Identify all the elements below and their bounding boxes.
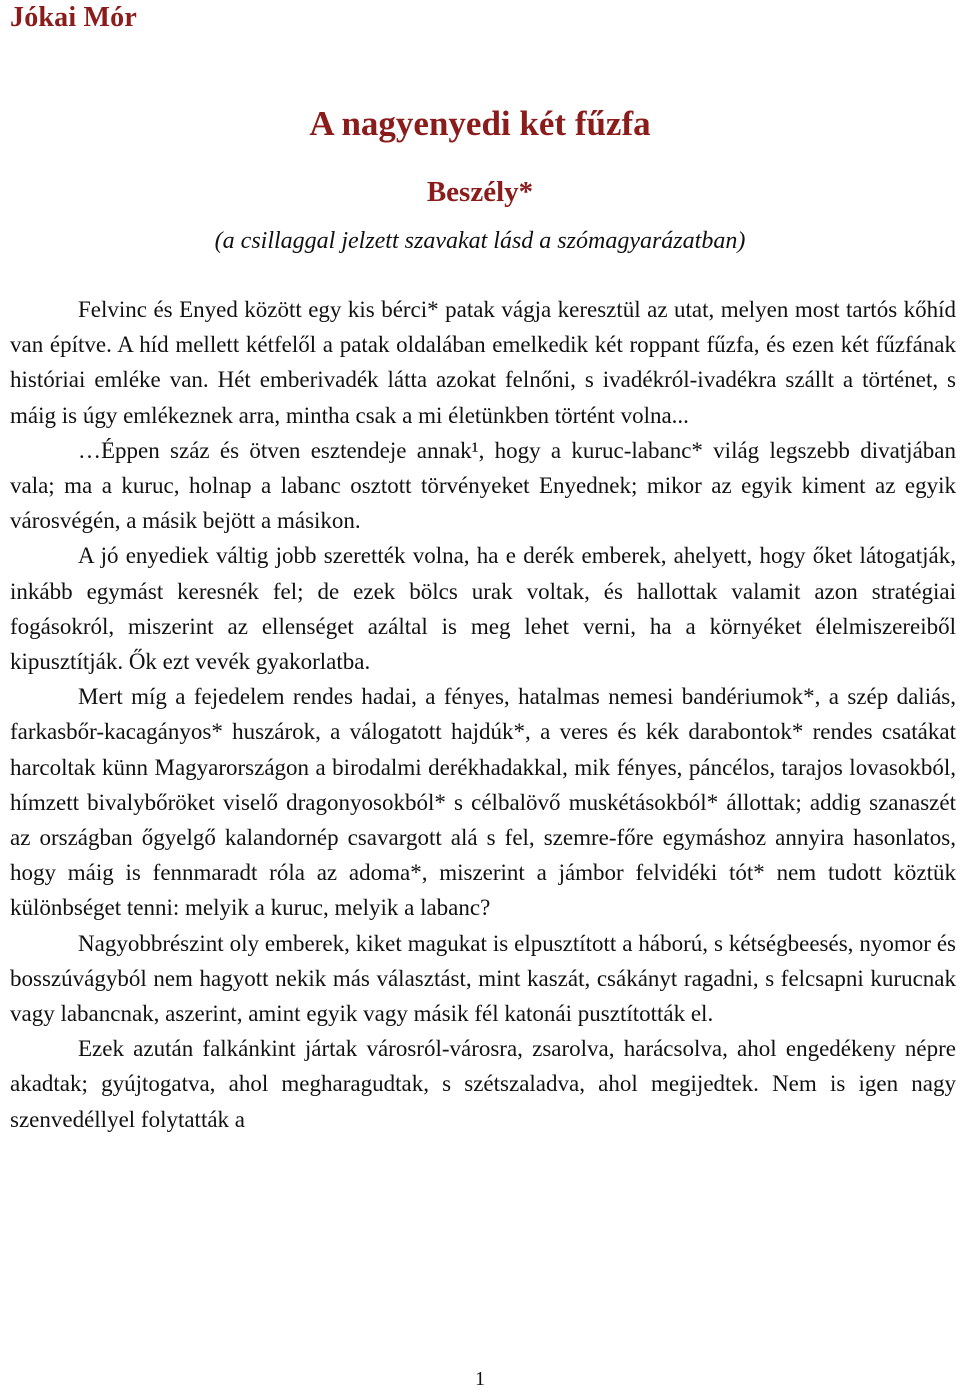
paragraph-2: …Éppen száz és ötven esztendeje annak¹, hogy a kuruc-labanc* világ legszebb divatjában vala; ma a kuruc, holnap a labanc osztott törvényeket Enyednek; mikor az egyik kiment az egyik városvégén, a másik bejött a másikon. (10, 437, 956, 534)
story-title: A nagyenyedi két fűzfa (309, 104, 651, 143)
glossary-note: (a csillaggal jelzett szavakat lásd a szómagyarázatban) (214, 228, 746, 254)
story-subtitle: Beszély* (426, 176, 534, 208)
paragraph-1: Felvinc és Enyed között egy kis bérci* patak vágja keresztül az utat, melyen most tartós kőhíd van építve. A híd mellett kétfelől a patak oldalában emelkedik két roppant fűzfa, és ezen két fűzfának históriai emléke van. Hét emberivadék látta azokat felnőni, s ivadékról-ivadékra szállt a történet, s máig is úgy emlékeznek arra, mintha csak a mi életünkben történt volna... (10, 297, 956, 428)
paragraph-6: Ezek azután falkánkint jártak városról-városra, zsarolva, harácsolva, ahol engedékeny népre akadtak; gyújtogatva, ahol megharagudtak, s szétszaladva, ahol megijedtek. Nem is igen nagy szenvedéllyel folytatták a (10, 1036, 956, 1132)
paragraph-4: Mert míg a fejedelem rendes hadai, a fényes, hatalmas nemesi bandériumok*, a szép daliás, farkasbőr-kacagányos* huszárok, a válogatott hajdúk*, a veres és kék darabontok* rendes csatákat harcoltak künn Magyarországon a birodalmi derékhadakkal, mik fényes, páncélos, tarajos lovasokból, hímzett bivalybőröket viselő dragonyosokból* s célbalövő muskétásokból* állottak; addig szanaszét az országban őgyelgő kalandornép csavargott alá s fel, szemre-főre egymáshoz annyira hasonlatos, hogy máig is fennmaradt róla az adoma*, miszerint a jámbor felvidéki tót* nem tudott köztük különbséget tenni: melyik a kuruc, melyik a labanc? (10, 684, 956, 921)
page-number: 1 (475, 1368, 485, 1390)
story-body (10, 292, 956, 1137)
paragraph-5: Nagyobbrészint oly emberek, kiket magukat is elpusztított a háború, s kétségbeesés, nyomor és bosszúvágyból nem hagyott nekik más választást, mint kaszát, csákányt ragadni, s felcsapni kurucnak vagy labancnak, aszerint, amint egyik vagy másik fél katonái pusztították el. (10, 930, 956, 1027)
author-name: Jókai Mór (10, 2, 138, 33)
paragraph-3: A jó enyediek váltig jobb szerették volna, ha e derék emberek, ahelyett, hogy őket látogatják, inkább egymást keresnék fel; de ezek bölcs urak voltak, és hallottak valamit azon stratégiai fogásokról, miszerint az ellenséget azáltal is meg lehet verni, ha a környéket élelmiszereiből kipusztítják. Ők ezt vevék gyakorlatba. (10, 543, 956, 675)
